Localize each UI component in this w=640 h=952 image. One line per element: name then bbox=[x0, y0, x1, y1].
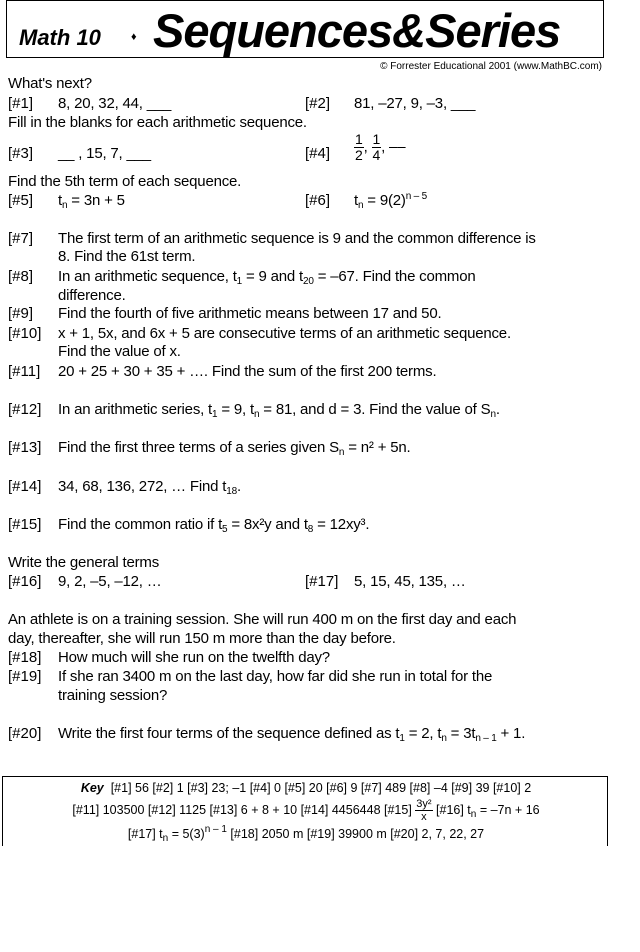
question-3: __ , 15, 7, ___ bbox=[58, 145, 151, 162]
question-number-3: [#3] bbox=[8, 145, 34, 162]
question-19-line-1: If she ran 3400 m on the last day, how far did she run in total for the bbox=[58, 668, 493, 685]
question-number-2: [#2] bbox=[305, 95, 331, 112]
question-number-20: [#20] bbox=[8, 725, 42, 742]
answer-key-box bbox=[2, 776, 608, 846]
answer-key-line-2: [#11] 103500 [#12] 1125 [#13] 6 + 8 + 10 [#14] 4456448 [#15] $\frac{\text{3y²}}{x}$ [#16] $t_n = -7n + 16$ bbox=[72, 798, 540, 823]
question-number-12: [#12] bbox=[8, 401, 42, 418]
question-13: Find the first three terms of a series given $S_n = n^2 + 5n$. bbox=[58, 439, 411, 458]
question-4: $\frac{1}{2}$ , $\frac{1}{4}$ , –– bbox=[355, 131, 406, 163]
question-2: 81, –27, 9, –3, ___ bbox=[354, 95, 476, 112]
answer-key-label: Key bbox=[80, 781, 104, 795]
course-name: Math 10 bbox=[19, 25, 101, 50]
question-8-line-2: difference. bbox=[58, 287, 126, 304]
diamond-separator: ♦ bbox=[131, 31, 137, 43]
question-10-line-1: x + 1, 5x, and 6x + 5 are consecutive terms of an arithmetic sequence. bbox=[58, 325, 511, 342]
question-15: Find the common ratio if $t_5 = 8x^2y$ and $t_8 = 12xy^3$. bbox=[58, 516, 370, 535]
question-number-4: [#4] bbox=[305, 145, 331, 162]
fraction-quarter: $\frac{1}{4}$ bbox=[372, 131, 381, 163]
page-title: Sequences&Series bbox=[153, 4, 561, 57]
copyright-notice: © Forrester Educational 2001 (www.MathBC.com) bbox=[380, 61, 602, 72]
fraction-half: $\frac{1}{2}$ bbox=[355, 131, 363, 163]
question-number-5: [#5] bbox=[8, 192, 34, 209]
question-16: 9, 2, –5, –12, … bbox=[58, 573, 162, 590]
answer-key-line-3: [#17] $t_n = 5(3)^{n - 1}$ [#18] 2050 m [#19] 39900 m [#20] 2, 7, 22, 27 bbox=[127, 824, 485, 844]
section-general-terms: Write the general terms bbox=[8, 554, 160, 571]
question-14: 34, 68, 136, 272, … Find $t_{18}$. bbox=[58, 478, 241, 497]
question-number-8: [#8] bbox=[8, 268, 34, 285]
athlete-intro-line-2: day, thereafter, she will run 150 m more than the day before. bbox=[8, 630, 396, 647]
question-number-9: [#9] bbox=[8, 305, 34, 322]
question-number-19: [#19] bbox=[8, 668, 42, 685]
question-number-18: [#18] bbox=[8, 649, 42, 666]
question-9: Find the fourth of five arithmetic means between 17 and 50. bbox=[58, 305, 442, 322]
question-20: Write the first four terms of the sequence defined as $t_1 = 2$, $t_n = 3t_{n - 1} + 1$. bbox=[58, 725, 526, 744]
question-number-14: [#14] bbox=[8, 478, 42, 495]
question-6: $t_n = 9(2)^{n - 5}$ bbox=[354, 191, 427, 211]
athlete-intro-line-1: An athlete is on a training session. She will run 400 m on the first day and each bbox=[8, 611, 517, 628]
section-whats-next: What's next? bbox=[8, 75, 92, 92]
question-number-17: [#17] bbox=[305, 573, 339, 590]
section-fifth-term: Find the 5th term of each sequence. bbox=[8, 173, 242, 190]
question-19-line-2: training session? bbox=[58, 687, 168, 704]
question-17: 5, 15, 45, 135, … bbox=[354, 573, 466, 590]
question-18: How much will she run on the twelfth day? bbox=[58, 649, 330, 666]
header-box bbox=[6, 0, 604, 58]
question-10-line-2: Find the value of x. bbox=[58, 343, 181, 360]
question-number-16: [#16] bbox=[8, 573, 42, 590]
question-number-10: [#10] bbox=[8, 325, 42, 342]
question-number-6: [#6] bbox=[305, 192, 331, 209]
section-fill-blanks: Fill in the blanks for each arithmetic sequence. bbox=[8, 114, 307, 131]
question-8-line-1: In an arithmetic sequence, $t_1 = 9$ and $t_{20} = -67$. Find the common bbox=[58, 268, 476, 287]
question-number-13: [#13] bbox=[8, 439, 42, 456]
question-5: $t_n = 3n + 5$ bbox=[58, 192, 125, 211]
question-number-7: [#7] bbox=[8, 230, 34, 247]
question-7-line-1: The first term of an arithmetic sequence is 9 and the common difference is bbox=[58, 230, 536, 247]
question-number-11: [#11] bbox=[8, 363, 41, 380]
question-1: 8, 20, 32, 44, ___ bbox=[58, 95, 172, 112]
answer-key-line-1: Key [#1] 56 [#2] 1 [#3] 23; –1 [#4] 0 [#5] 20 [#6] 9 [#7] 489 [#8] –4 [#9] 39 [#10] 2 bbox=[80, 781, 532, 795]
question-11: 20 + 25 + 30 + 35 + …. Find the sum of the first 200 terms. bbox=[58, 363, 437, 380]
question-12: In an arithmetic series, $t_1 = 9$, $t_n = 81$, and d = 3. Find the value of $S_n$. bbox=[58, 401, 500, 420]
question-number-1: [#1] bbox=[8, 95, 34, 112]
answer-fraction: $\frac{\text{3y²}}{x}$ bbox=[416, 798, 432, 823]
question-7-line-2: 8. Find the 61st term. bbox=[58, 248, 196, 265]
question-number-15: [#15] bbox=[8, 516, 42, 533]
